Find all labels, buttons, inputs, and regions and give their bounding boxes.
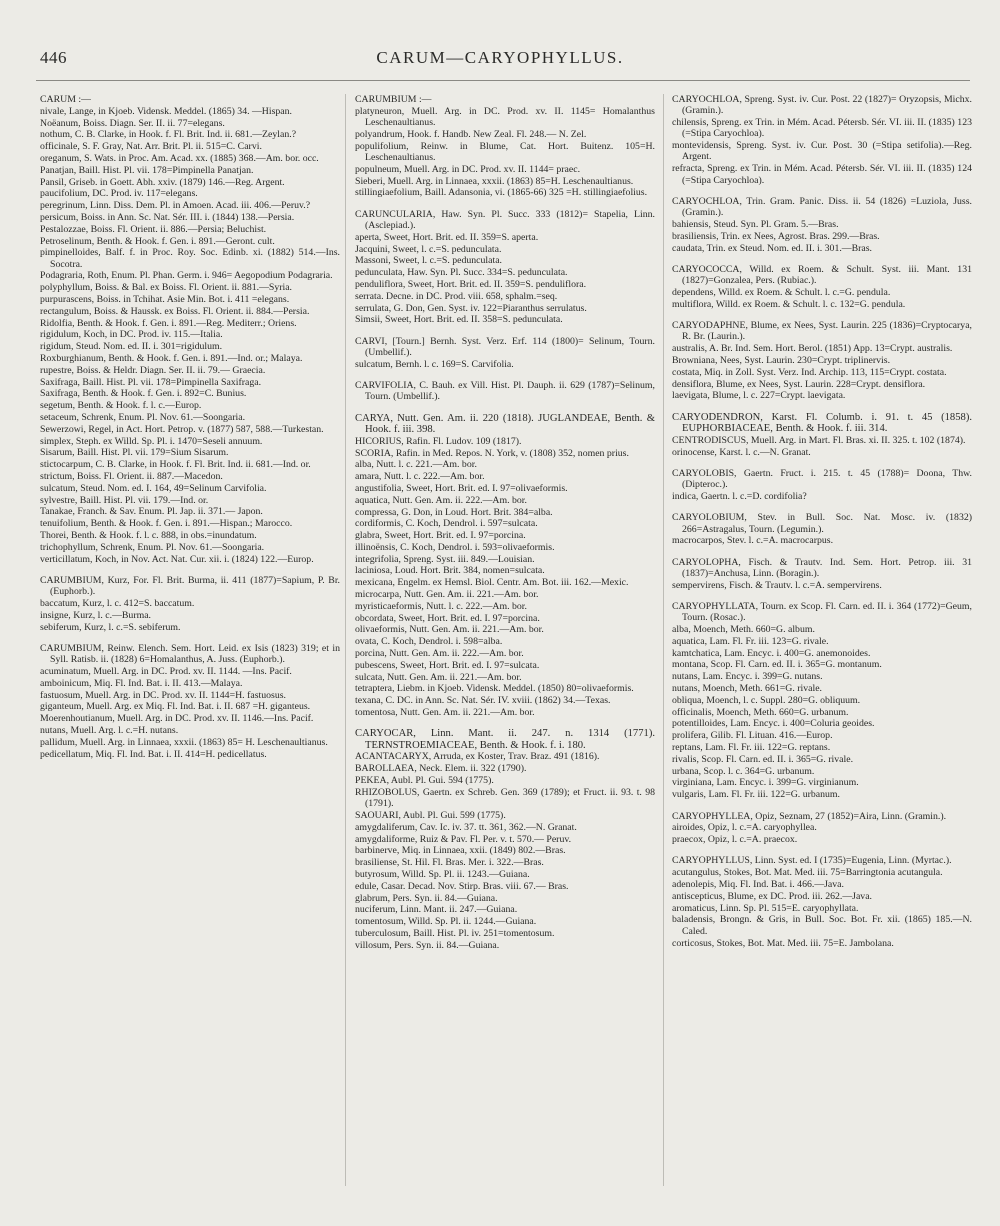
column-middle — [355, 94, 655, 951]
species-entry: prolifera, Gilib. Fl. Lituan. 416.—Europ. — [672, 730, 833, 742]
species-entry: sulcata, Nutt. Gen. Am. ii. 221.—Am. bor. — [355, 671, 522, 683]
species-entry: sylvestre, Baill. Hist. Pl. vii. 179.—Ind. or. — [40, 494, 209, 506]
species-entry: trichophyllum, Schrenk, Enum. Pl. Nov. 61.—Soongaria. — [40, 541, 265, 553]
species-entry: urbana, Scop. l. c. 364=G. urbanum. — [672, 765, 815, 777]
species-entry: nutans, Muell. Arg. l. c.=H. nutans. — [40, 724, 179, 736]
species-entry: strictum, Boiss. Fl. Orient. ii. 887.—Macedon. — [40, 471, 223, 482]
species-entry: tomentosum, Willd. Sp. Pl. ii. 1244.—Guiana. — [355, 916, 537, 928]
genus-heading: CARYOCHLOA, Spreng. Syst. iv. Cur. Post. 22 (1827)= Oryzopsis, Michx. (Gramin.). — [672, 94, 972, 117]
species-entry: glabrum, Pers. Syn. ii. 84.—Guiana. — [355, 892, 498, 904]
species-entry: rivalis, Scop. Fl. Carn. ed. II. i. 365=G. rivale. — [672, 753, 854, 765]
species-entry: microcarpa, Nutt. Gen. Am. ii. 221.—Am. bor. — [355, 589, 539, 601]
species-entry: antiscepticus, Blume, ex DC. Prod. iii. 262.—Java. — [672, 890, 872, 902]
genus-heading: CARVIFOLIA, C. Bauh. ex Vill. Hist. Pl. Dauph. ii. 629 (1787)=Selinum, Tourn. (Umbellif.). — [355, 380, 655, 403]
species-entry: Sieberi, Muell. Arg. in Linnaea, xxxii. (1863) 85=H. Leschenaultianus. — [355, 175, 634, 187]
species-entry: villosum, Pers. Syn. ii. 84.—Guiana. — [355, 939, 500, 951]
species-entry: obliqua, Moench, l. c. Suppl. 280=G. obliquum. — [672, 694, 861, 706]
species-entry: fastuosum, Muell. Arg. in DC. Prod. xv. II. 1144=H. fastuosus. — [40, 689, 286, 701]
species-entry: compressa, G. Don, in Loud. Hort. Brit. 384=alba. — [355, 506, 553, 518]
species-entry: Thorei, Benth. & Hook. f. l. c. 888, in obs.=inundatum. — [40, 529, 257, 541]
species-entry: montana, Scop. Fl. Carn. ed. II. i. 365=G. montanum. — [672, 659, 882, 671]
species-entry: Roxburghianum, Benth. & Hook. f. Gen. i. 891.—Ind. or.; Malaya. — [40, 353, 303, 365]
species-entry: rigidum, Steud. Nom. ed. II. i. 301=rigidulum. — [40, 341, 223, 353]
species-entry: myristicaeformis, Nutt. l. c. 222.—Am. bor. — [355, 600, 527, 612]
species-entry: chilensis, Spreng. ex Trin. in Mém. Acad. Pétersb. Sér. VI. iii. II. (1835) 123 (=Stipa Caryochloa). — [672, 117, 972, 140]
species-entry: montevidensis, Spreng. Syst. iv. Cur. Post. 30 (=Stipa setifolia).—Reg. Argent. — [672, 140, 972, 163]
species-entry: sempervirens, Fisch. & Trautv. l. c.=A. sempervirens. — [672, 579, 882, 591]
genus-heading: CARYOCHLOA, Trin. Gram. Panic. Diss. ii. 54 (1826) =Luziola, Juss. (Gramin.). — [672, 195, 972, 219]
species-entry: alba, Nutt. l. c. 221.—Am. bor. — [355, 459, 477, 471]
running-head: CARUM—CARYOPHYLLUS. — [376, 48, 624, 67]
species-entry: Pansil, Griseb. in Goett. Abh. xxiv. (1879) 146.—Reg. Argent. — [40, 176, 285, 188]
species-entry: Moerenhoutianum, Muell. Arg. in DC. Prod. xv. II. 1146.—Ins. Pacif. — [40, 713, 314, 725]
species-entry: PEKEA, Aubl. Pl. Gui. 594 (1775). — [355, 775, 494, 787]
genus-heading: CARYODENDRON, Karst. Fl. Columb. i. 91. t. 45 (1858). EUPHORBIACEAE, Benth. & Hook. f. iii. 314. — [672, 411, 972, 434]
species-entry: serrulata, G. Don, Gen. Syst. iv. 122=Piaranthus serrulatus. — [355, 302, 587, 314]
species-entry: olivaeformis, Nutt. Gen. Am. ii. 221.—Am. bor. — [355, 624, 544, 636]
species-entry: baladensis, Brongn. & Gris, in Bull. Soc. Bot. Fr. xii. (1865) 185.—N. Caled. — [672, 914, 972, 937]
species-entry: setaceum, Schrenk, Enum. Pl. Nov. 61.—Soongaria. — [40, 412, 246, 424]
species-entry: pedicellatum, Miq. Fl. Ind. Bat. i. II. 414=H. pedicellatus. — [40, 748, 267, 760]
species-entry: australis, A. Br. Ind. Sem. Hort. Berol. (1851) App. 13=Crypt. australis. — [672, 343, 953, 355]
species-entry: macrocarpos, Stev. l. c.=A. macrocarpus. — [672, 535, 834, 547]
genus-heading: CARUMBIUM, Reinw. Elench. Sem. Hort. Leid. ex Isis (1823) 319; et in Syll. Ratisb. ii. (1828) 6=Homalanthus, A. Juss. (Euphorb.). — [40, 642, 340, 666]
species-entry: reptans, Lam. Fl. Fr. iii. 122=G. reptans. — [672, 742, 831, 754]
species-entry: insigne, Kurz, l. c.—Burma. — [40, 609, 152, 621]
species-entry: SAOUARI, Aubl. Pl. Gui. 599 (1775). — [355, 809, 506, 821]
species-entry: sebiferum, Kurz, l. c.=S. sebiferum. — [40, 621, 181, 633]
species-entry: simplex, Steph. ex Willd. Sp. Pl. i. 1470=Seseli annuum. — [40, 435, 263, 447]
species-entry: tenuifolium, Benth. & Hook. f. Gen. i. 891.—Hispan.; Marocco. — [40, 518, 293, 530]
species-entry: costata, Miq. in Zoll. Syst. Verz. Ind. Archip. 113, 115=Crypt. costata. — [672, 366, 947, 378]
species-entry: orinocense, Karst. l. c.—N. Granat. — [672, 446, 811, 458]
species-entry: Saxifraga, Benth. & Hook. f. Gen. i. 892=C. Bunius. — [40, 388, 247, 400]
species-entry: sulcatum, Steud. Nom. ed. I. 164, 49=Selinum Carvifolia. — [40, 482, 267, 494]
genus-heading: CARYOLOBIUM, Stev. in Bull. Soc. Nat. Mosc. iv. (1832) 266=Astragalus, Tourn. (Legumin.). — [672, 512, 972, 535]
species-entry: vulgaris, Lam. Fl. Fr. iii. 122=G. urbanum. — [672, 789, 840, 801]
species-entry: pallidum, Muell. Arg. in Linnaea, xxxii. (1863) 85= H. Leschenaultianus. — [40, 736, 328, 748]
species-entry: paucifolium, DC. Prod. iv. 117=elegans. — [40, 188, 198, 200]
species-entry: caudata, Trin. ex Steud. Nom. ed. II. i. 301.—Bras. — [672, 242, 872, 254]
species-entry: stillingiaefolium, Baill. Adansonia, vi. (1865-66) 325 =H. stillingiaefolius. — [355, 187, 648, 199]
species-entry: amygdaliforme, Ruiz & Pav. Fl. Per. v. t. 570.— Peruv. — [355, 833, 572, 845]
species-entry: CENTRODISCUS, Muell. Arg. in Mart. Fl. Bras. xi. II. 325. t. 102 (1874). — [672, 434, 966, 446]
page-number: 446 — [40, 48, 67, 67]
species-entry: densiflora, Blume, ex Nees, Syst. Laurin. 228=Crypt. densiflora. — [672, 378, 926, 390]
species-entry: adenolepis, Miq. Fl. Ind. Bat. i. 466.—Java. — [672, 879, 844, 891]
species-entry: obcordata, Sweet, Hort. Brit. ed. I. 97=porcina. — [355, 612, 540, 624]
header-rule — [36, 80, 970, 81]
species-entry: acuminatum, Muell. Arg. in DC. Prod. xv. II. 1144. —Ins. Pacif. — [40, 665, 292, 677]
species-entry: Sewerzowi, Regel, in Act. Hort. Petrop. v. (1877) 587, 588.—Turkestan. — [40, 423, 324, 435]
species-entry: HICORIUS, Rafin. Fl. Ludov. 109 (1817). — [355, 435, 522, 447]
species-entry: brasiliense, St. Hil. Fl. Bras. Mer. i. 322.—Bras. — [355, 857, 544, 869]
column-divider — [663, 94, 664, 1186]
species-entry: aquatica, Lam. Fl. Fr. iii. 123=G. rivale. — [672, 635, 829, 647]
species-entry: rupestre, Boiss. & Heldr. Diagn. Ser. II. ii. 79.— Graecia. — [40, 364, 266, 376]
species-entry: refracta, Spreng. ex Trin. in Mém. Acad. Pétersb. Sér. VI. iii. II. (1835) 124 (=Stipa Caryochloa). — [672, 163, 972, 186]
species-entry: segetum, Benth. & Hook. f. l. c.—Europ. — [40, 400, 202, 412]
species-entry: amygdaliferum, Cav. Ic. iv. 37. tt. 361, 362.—N. Granat. — [355, 821, 577, 833]
species-entry: ACANTACARYX, Arruda, ex Koster, Trav. Braz. 491 (1816). — [355, 751, 600, 763]
species-entry: Ridolfia, Benth. & Hook. f. Gen. i. 891.—Reg. Mediterr.; Oriens. — [40, 317, 297, 329]
species-entry: BAROLLAEA, Neck. Elem. ii. 322 (1790). — [355, 763, 527, 775]
species-entry: tetraptera, Liebm. in Kjoeb. Vidensk. Meddel. (1850) 80=olivaeformis. — [355, 683, 634, 695]
species-entry: SCORIA, Rafin. in Med. Repos. N. York, v. (1808) 352, nomen prius. — [355, 447, 629, 459]
species-entry: Massoni, Sweet, l. c.=S. pedunculata. — [355, 255, 503, 267]
species-entry: amara, Nutt. l. c. 222.—Am. bor. — [355, 471, 485, 483]
species-entry: persicum, Boiss. in Ann. Sc. Nat. Sér. III. i. (1844) 138.—Persia. — [40, 211, 295, 223]
genus-heading: CARVI, [Tourn.] Bernh. Syst. Verz. Erf. 114 (1800)= Selinum, Tourn. (Umbellif.). — [355, 335, 655, 358]
species-entry: bahiensis, Steud. Syn. Pl. Gram. 5.—Bras. — [672, 218, 839, 230]
species-entry: illinoënsis, C. Koch, Dendrol. i. 593=olivaeformis. — [355, 541, 555, 553]
species-entry: nothum, C. B. Clarke, in Hook. f. Fl. Brit. Ind. ii. 681.—Zeylan.? — [40, 129, 297, 141]
genus-heading: CARYOCOCCA, Willd. ex Roem. & Schult. Syst. iii. Mant. 131 (1827)=Gonzalea, Pers. (Rubiac.). — [672, 263, 972, 287]
species-entry: glabra, Sweet, Hort. Brit. ed. I. 97=porcina. — [355, 530, 526, 542]
species-entry: porcina, Nutt. Gen. Am. ii. 222.—Am. bor. — [355, 648, 524, 660]
species-entry: nutans, Moench, Meth. 661=G. rivale. — [672, 683, 823, 695]
species-entry: rigidulum, Koch, in DC. Prod. iv. 115.—Italia. — [40, 329, 223, 341]
species-entry: mexicana, Engelm. ex Hemsl. Biol. Centr. Am. Bot. iii. 162.—Mexic. — [355, 577, 629, 589]
species-entry: RHIZOBOLUS, Gaertn. ex Schreb. Gen. 369 (1789); et Fruct. ii. 93. t. 98 (1791). — [355, 786, 655, 810]
column-divider — [345, 94, 346, 1186]
species-entry: purpurascens, Boiss. in Tchihat. Asie Min. Bot. i. 411 =elegans. — [40, 294, 290, 306]
genus-heading: CARYOPHYLLEA, Opiz, Seznam, 27 (1852)=Aira, Linn. (Gramin.). — [672, 810, 947, 822]
species-entry: pubescens, Sweet, Hort. Brit. ed. I. 97=sulcata. — [355, 659, 540, 671]
species-entry: nivale, Lange, in Kjoeb. Vidensk. Meddel. (1865) 34. —Hispan. — [40, 105, 292, 117]
species-entry: pimpinelloides, Balf. f. in Proc. Roy. Soc. Edinb. xi. (1882) 514.—Ins. Socotra. — [40, 247, 340, 270]
species-entry: Panatjan, Baill. Hist. Pl. vii. 178=Pimpinella Panatjan. — [40, 164, 254, 176]
species-entry: polyphyllum, Boiss. & Bal. ex Boiss. Fl. Orient. ii. 881.—Syria. — [40, 282, 293, 294]
species-entry: potentilloides, Lam. Encyc. i. 400=Coluria geoides. — [672, 718, 875, 730]
species-entry: virginiana, Lam. Encyc. i. 399=G. virginianum. — [672, 777, 859, 789]
species-entry: dependens, Willd. ex Roem. & Schult. l. c.=G. pendula. — [672, 286, 891, 298]
species-entry: baccatum, Kurz, l. c. 412=S. baccatum. — [40, 597, 195, 609]
species-entry: serrata. Decne. in DC. Prod. viii. 658, sphalm.=seq. — [355, 290, 558, 302]
species-entry: integrifolia, Spreng. Syst. iii. 849.—Louisian. — [355, 553, 535, 565]
species-entry: Simsii, Sweet, Hort. Brit. ed. II. 358=S. pedunculata. — [355, 314, 563, 326]
species-entry: acutangulus, Stokes, Bot. Mat. Med. iii. 75=Barringtonia acutangula. — [672, 867, 943, 879]
species-entry: butyrosum, Willd. Sp. Pl. ii. 1243.—Guiana. — [355, 868, 530, 880]
species-entry: penduliflora, Sweet, Hort. Brit. ed. II. 359=S. penduliflora. — [355, 278, 587, 290]
species-entry: stictocarpum, C. B. Clarke, in Hook. f. Fl. Brit. Ind. ii. 681.—Ind. or. — [40, 459, 311, 471]
species-entry: corticosus, Stokes, Bot. Mat. Med. iii. 75=E. Jambolana. — [672, 937, 894, 949]
genus-heading: CARYA, Nutt. Gen. Am. ii. 220 (1818). JUGLANDEAE, Benth. & Hook. f. iii. 398. — [355, 412, 655, 435]
species-entry: Saxifraga, Baill. Hist. Pl. vii. 178=Pimpinella Saxifraga. — [40, 376, 262, 388]
species-entry: angustifolia, Sweet, Hort. Brit. ed. I. 97=olivaeformis. — [355, 482, 568, 494]
species-entry: pedunculata, Haw. Syn. Pl. Succ. 334=S. pedunculata. — [355, 267, 568, 279]
species-entry: laciniosa, Loud. Hort. Brit. 384, nomen=sulcata. — [355, 565, 545, 577]
species-entry: barbinerve, Miq. in Linnaea, xxii. (1849) 802.—Bras. — [355, 845, 566, 857]
species-entry: cordiformis, C. Koch, Dendrol. i. 597=sulcata. — [355, 518, 538, 530]
species-entry: officinalis, Moench, Meth. 660=G. urbanum. — [672, 706, 849, 718]
species-entry: nuciferum, Linn. Mant. ii. 247.—Guiana. — [355, 904, 518, 916]
genus-heading: CARUMBIUM, Kurz, For. Fl. Brit. Burma, ii. 411 (1877)=Sapium, P. Br. (Euphorb.). — [40, 574, 340, 598]
species-entry: kamtchatica, Lam. Encyc. i. 400=G. anemonoides. — [672, 647, 871, 659]
species-entry: Sisarum, Baill. Hist. Pl. vii. 179=Sium Sisarum. — [40, 447, 229, 459]
species-entry: peregrinum, Linn. Diss. Dem. Pl. in Amoen. Acad. iii. 406.—Peruv.? — [40, 200, 311, 212]
species-entry: officinale, S. F. Gray, Nat. Arr. Brit. Pl. ii. 515=C. Carvi. — [40, 141, 262, 153]
species-entry: airoides, Opiz, l. c.=A. caryophyllea. — [672, 822, 817, 834]
species-entry: populifolium, Reinw. in Blume, Cat. Hort. Buitenz. 105=H. Leschenaultianus. — [355, 140, 655, 163]
species-entry: aromaticus, Linn. Sp. Pl. 515=E. caryophyllata. — [672, 902, 859, 914]
species-entry: populneum, Muell. Arg. in DC. Prod. xv. II. 1144= praec. — [355, 163, 581, 175]
species-entry: aquatica, Nutt. Gen. Am. ii. 222.—Am. bor. — [355, 494, 527, 506]
species-entry: multiflora, Willd. ex Roem. & Schult. l. c. 132=G. pendula. — [672, 298, 906, 310]
species-entry: indica, Gaertn. l. c.=D. cordifolia? — [672, 490, 807, 502]
species-entry: Petroselinum, Benth. & Hook. f. Gen. i. 891.—Geront. cult. — [40, 235, 275, 247]
species-entry: sulcatum, Bernh. l. c. 169=S. Carvifolia. — [355, 358, 514, 370]
species-entry: verticillatum, Koch, in Nov. Act. Nat. Cur. xii. i. (1824) 122.—Europ. — [40, 553, 314, 565]
genus-heading: CARYOPHYLLATA, Tourn. ex Scop. Fl. Carn. ed. II. i. 364 (1772)=Geum, Tourn. (Rosac.). — [672, 600, 972, 624]
species-entry: aperta, Sweet, Hort. Brit. ed. II. 359=S. aperta. — [355, 231, 539, 243]
species-entry: oreganum, S. Wats. in Proc. Am. Acad. xx. (1885) 368.—Am. bor. occ. — [40, 152, 319, 164]
species-entry: alba, Moench, Meth. 660=G. album. — [672, 624, 815, 636]
genus-heading: CARYOPHYLLUS, Linn. Syst. ed. I (1735)=Eugenia, Linn. (Myrtac.). — [672, 855, 952, 867]
species-entry: tuberculosum, Baill. Hist. Pl. iv. 251=tomentosum. — [355, 927, 555, 939]
species-entry: nutans, Lam. Encyc. i. 399=G. nutans. — [672, 671, 823, 683]
species-entry: tomentosa, Nutt. Gen. Am. ii. 221.—Am. bor. — [355, 707, 535, 719]
species-entry: Podagraria, Roth, Enum. Pl. Phan. Germ. i. 946= Aegopodium Podagraria. — [40, 270, 333, 282]
genus-heading: CARYOLOBIS, Gaertn. Fruct. i. 215. t. 45 (1788)= Doona, Thw. (Dipteroc.). — [672, 467, 972, 491]
species-entry: giganteum, Muell. Arg. ex Miq. Fl. Ind. Bat. i. II. 687 =H. giganteus. — [40, 701, 311, 713]
genus-heading: CARUM :— — [40, 94, 91, 105]
species-entry: Jacquini, Sweet, l. c.=S. pedunculata. — [355, 243, 502, 255]
genus-heading: CARUNCULARIA, Haw. Syn. Pl. Succ. 333 (1812)= Stapelia, Linn. (Asclepiad.). — [355, 208, 655, 231]
species-entry: Tanakae, Franch. & Sav. Enum. Pl. Jap. ii. 371.— Japon. — [40, 506, 263, 518]
species-entry: texana, C. DC. in Ann. Sc. Nat. Sér. IV. xviii. (1862) 34.—Texas. — [355, 695, 611, 707]
species-entry: Pestalozzae, Boiss. Fl. Orient. ii. 886.—Persia; Beluchist. — [40, 223, 267, 235]
species-entry: ovata, C. Koch, Dendrol. i. 598=alba. — [355, 636, 503, 648]
species-entry: laevigata, Blume, l. c. 227=Crypt. laevigata. — [672, 390, 846, 402]
species-entry: platyneuron, Muell. Arg. in DC. Prod. xv. II. 1145= Homalanthus Leschenaultianus. — [355, 105, 655, 129]
genus-heading: CARYODAPHNE, Blume, ex Nees, Syst. Laurin. 225 (1836)=Cryptocarya, R. Br. (Laurin.). — [672, 320, 972, 343]
species-entry: brasiliensis, Trin. ex Nees, Agrost. Bras. 299.—Bras. — [672, 230, 880, 242]
genus-heading: CARYOCAR, Linn. Mant. ii. 247. n. 1314 (1771). TERNSTROEMIACEAE, Benth. & Hook. f. i. 180. — [355, 728, 655, 751]
column-left — [40, 94, 340, 760]
genus-heading: CARYOLOPHA, Fisch. & Trautv. Ind. Sem. Hort. Petrop. iii. 31 (1837)=Anchusa, Linn. (Boragin.). — [672, 556, 972, 579]
species-entry: Noëanum, Boiss. Diagn. Ser. II. ii. 77=elegans. — [40, 117, 225, 129]
species-entry: praecox, Opiz, l. c.=A. praecox. — [672, 834, 798, 846]
species-entry: amboinicum, Miq. Fl. Ind. Bat. i. II. 413.—Malaya. — [40, 677, 243, 689]
species-entry: edule, Casar. Decad. Nov. Stirp. Bras. viii. 67.— Bras. — [355, 880, 569, 892]
species-entry: polyandrum, Hook. f. Handb. New Zeal. Fl. 248.— N. Zel. — [355, 128, 587, 140]
species-entry: Browniana, Nees, Syst. Laurin. 230=Crypt. triplinervis. — [672, 354, 891, 366]
genus-heading: CARUMBIUM :— — [355, 94, 432, 105]
species-entry: rectangulum, Boiss. & Haussk. ex Boiss. Fl. Orient. ii. 884.—Persia. — [40, 305, 310, 317]
column-right — [672, 94, 972, 949]
